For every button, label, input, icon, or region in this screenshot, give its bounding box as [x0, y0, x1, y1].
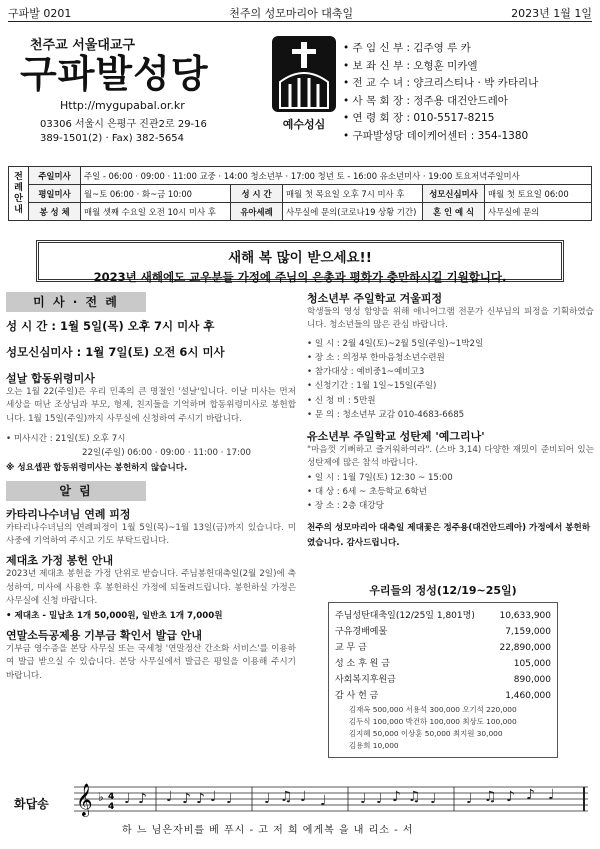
mass-time-line-2: 22일(주일) 06:00 · 09:00 · 11:00 · 17:00: [82, 448, 251, 459]
offering-row: [335, 656, 551, 672]
seollal-notice: [6, 370, 296, 475]
detail-item: • 장 소 : 2층 대강당: [307, 499, 594, 513]
parish-address: 03306 서울시 은평구 진관2로 29-16: [40, 119, 207, 130]
seollal-times: [6, 432, 296, 446]
offering-label: 성 소 후 원 금: [335, 659, 390, 669]
schedule-label: 유아세례: [231, 203, 283, 221]
youth-camp-body: 학생들의 영성 함양을 위해 애니어그램 전문가 신부님의 피정을 기획하였습니다. 청소년들의 많은 관심 바랍니다.: [307, 307, 594, 331]
schedule-value: 주일 - 06:00 · 09:00 · 11:00 교중 · 14:00 청소년부 · 17:00 청년 토 - 16:00 유소년미사 · 19:00 토요저녁주일미사: [81, 167, 592, 185]
staff-item: • 주 임 신 부 : 김주영 루 카: [343, 40, 538, 58]
svg-text:♫: ♫: [408, 789, 421, 805]
schedule-value: 사무실에 문의(코로나19 상황 기간): [283, 203, 423, 221]
schedule-value: 매월 셋째 수요일 오전 10시 미사 후: [81, 203, 231, 221]
svg-text:♩: ♩: [360, 791, 367, 807]
retreat-body: 카타리나수녀님의 연례피정이 1월 5일(목)~1월 13일(금)까지 있습니다. 미사중에 기억하여 주시고 기도 부탁드립니다.: [6, 522, 296, 547]
svg-text:♫: ♫: [484, 789, 497, 805]
tax-body: 기부금 영수증을 본당 사무실 또는 국세청 '연말정산 간소화 서비스'를 이용하여 발급 받으실 수 있습니다. 본당 사무실에서 발급은 평일을 이용해 주시기 바랍니다.: [6, 643, 296, 681]
parish-name: 구파발성당: [20, 52, 209, 96]
diocese-name: 천주교 서울대교구: [30, 38, 135, 53]
schedule-value: 월~토 06:00 · 화~금 10:00: [81, 185, 231, 203]
liturgy-schedule-table: [8, 166, 592, 221]
parish-url[interactable]: Http://mygupabal.or.kr: [60, 99, 185, 112]
youth-camp-details: [307, 337, 594, 422]
offering-row: [335, 688, 551, 704]
schedule-value: 사무실에 문의: [485, 203, 592, 221]
svg-text:♩: ♩: [548, 787, 555, 803]
offering-label: 사회복지후원금: [335, 675, 396, 685]
donor-line: 김지혜 50,000 이상훈 50,000 최지원 30,000: [349, 729, 503, 738]
offering-row: [335, 672, 551, 688]
parish-phone: 389-1501(2) · Fax) 382-5654: [40, 133, 184, 144]
offering-label: 구유경배예물: [335, 627, 388, 637]
schedule-label: 혼 인 예 식: [423, 203, 485, 221]
schedule-label: 주일미사: [29, 167, 81, 185]
svg-text:♩: ♩: [430, 791, 437, 807]
svg-text:𝄞: 𝄞: [76, 783, 93, 816]
svg-text:♪: ♪: [196, 791, 205, 807]
notice-section-heading: 알 림: [6, 481, 146, 501]
staff-item: • 연 령 회 장 : 010-5517-8215: [343, 110, 538, 128]
svg-text:♫: ♫: [280, 789, 293, 805]
candle-price: • 제대초 - 밀납초 1개 50,000원, 일반초 1개 7,000원: [6, 609, 296, 623]
staff-item: • 보 좌 신 부 : 오형훈 미카엘: [343, 58, 538, 76]
youth-camp-notice: [307, 290, 594, 422]
mass-section-heading: 미 사 · 전 례: [6, 292, 146, 312]
offerings-title: 우리들의 정성(12/19~25일): [369, 584, 517, 597]
svg-text:♭: ♭: [98, 790, 104, 804]
offering-label: 주님성탄대축일(12/25일 1,801명): [335, 611, 475, 621]
seollal-note: ※ 성요셉관 합동위령미사는 봉헌하지 않습니다.: [6, 462, 188, 473]
offering-value: 890,000: [513, 675, 551, 685]
detail-item: • 일 시 : 1월 7일(토) 12:30 ~ 15:00: [307, 471, 594, 485]
kids-festival-title: 유소년부 주일학교 성탄제 '예그리나': [307, 430, 485, 444]
logo-caption: 예수성심: [282, 118, 326, 131]
issue-date: 2023년 1월 1일: [511, 6, 592, 20]
kids-festival-details: [307, 471, 594, 514]
sacred-heart-icon: [272, 36, 336, 112]
parish-logo: [268, 36, 340, 134]
staff-item: • 사 목 회 장 : 정주용 대건안드레아: [343, 93, 538, 111]
kids-festival-body: "마음껏 기뻐하고 즐거워하여라". (스바 3,14) 다양한 재밌이 준비되어 있는 성탄제에 많은 참석 바랍니다.: [307, 445, 594, 469]
kids-festival-notice: [307, 428, 594, 513]
schedule-side-label: 전례 안내: [9, 167, 29, 221]
svg-text:♩: ♩: [320, 793, 327, 809]
staff-list: [343, 40, 538, 146]
schedule-value: 매월 첫 목요일 오후 7시 미사 후: [283, 185, 423, 203]
left-column: [6, 292, 296, 687]
offering-value: 1,460,000: [505, 691, 551, 701]
svg-text:♩: ♩: [124, 791, 131, 807]
banner-line-1: 새해 복 많이 받으세요!!: [228, 250, 372, 266]
offering-label: 교 무 금: [335, 643, 367, 653]
svg-text:♪: ♪: [526, 787, 535, 803]
detail-item: • 신 청 비 : 5만원: [307, 394, 594, 408]
svg-text:♩: ♩: [210, 789, 217, 805]
svg-text:♪: ♪: [138, 791, 147, 807]
offering-value: 10,633,900: [499, 611, 551, 621]
detail-item: • 참가대상 : 예비중1~예비고3: [307, 365, 594, 379]
music-staff-icon: [74, 779, 588, 819]
offerings-section: [328, 582, 558, 758]
parish-contact: [40, 118, 207, 146]
svg-text:♩: ♩: [166, 789, 173, 805]
detail-item: • 신청기간 : 1월 1일~15일(주일): [307, 379, 594, 393]
schedule-label: 성 시 간: [231, 185, 283, 203]
donor-line: 김용희 10,000: [349, 741, 399, 750]
altar-flower-note: 천주의 성모마리아 대축일 제대꽃은 정주용(대건안드레아) 가정에서 봉헌하였습니다. 감사드립니다.: [307, 523, 591, 549]
offering-row: [335, 624, 551, 640]
svg-text:♪: ♪: [506, 789, 515, 805]
youth-camp-title: 청소년부 주일학교 겨울피정: [307, 292, 443, 305]
schedule-label: 평일미사: [29, 185, 81, 203]
seollal-body: 오는 1월 22(주일)은 우리 민족의 큰 명절인 '설날'입니다. 이날 미사는 먼저 세상을 떠난 조상님과 부모, 형제, 친지들을 기억하며 합동위령미사로 봉헌합니다. 1월 15일(주일)까지 사무실에 신청하여 주시기 바랍니다.: [6, 387, 296, 424]
header-bar: [8, 4, 592, 22]
header-title: 천주의 성모마리아 대축일: [229, 6, 354, 20]
donor-line: 김재옥 500,000 서용석 300,000 오기석 220,000: [349, 705, 517, 714]
psalm-lyrics: 하 느 님은자비를 베 푸시 - 고 저 희 에게복 을 내 리소 - 서: [122, 825, 414, 836]
tax-notice: [6, 627, 296, 683]
banner-line-2: 2023년 새해에도 교우분들 가정에 주님의 은총과 평화가 충만하시길 기원합니다.: [93, 270, 507, 284]
detail-item: • 대 상 : 6세 ~ 초등학교 6학년: [307, 485, 594, 499]
psalm-label: 화답송: [14, 797, 49, 811]
svg-text:♩: ♩: [226, 791, 233, 807]
svg-text:♪: ♪: [392, 789, 401, 805]
detail-item: • 일 시 : 2월 4일(토)~2월 5일(주일)~1박2일: [307, 337, 594, 351]
seollal-title: 설날 합동위령미사: [6, 372, 95, 385]
schedule-label: 봉 성 체: [29, 203, 81, 221]
candle-price-list: [6, 609, 296, 623]
offering-value: 105,000: [513, 659, 551, 669]
svg-text:♩: ♩: [466, 791, 473, 807]
retreat-notice: [6, 506, 296, 549]
svg-text:♪: ♪: [182, 791, 191, 807]
holy-hour: 성 시 간 : 1월 5일(목) 오후 7시 미사 후: [6, 319, 215, 333]
offering-row: [335, 640, 551, 656]
schedule-value: 매월 첫 토요일 06:00: [485, 185, 592, 203]
new-year-banner: [36, 240, 564, 282]
donor-line: 김두식 100,000 박건하 100,000 최상도 100,000: [349, 717, 517, 726]
candle-title: 제대초 가정 봉헌 안내: [6, 554, 114, 568]
offering-value: 22,890,000: [499, 643, 551, 653]
staff-item: • 전 교 수 녀 : 양크리스티나 · 박 카타리나: [343, 75, 538, 93]
offering-label: 감 사 헌 금: [335, 691, 379, 701]
detail-item: • 장 소 : 의정부 한마음청소년수련원: [307, 351, 594, 365]
svg-text:4: 4: [108, 802, 115, 812]
svg-text:♩: ♩: [376, 791, 383, 807]
detail-item: • 문 의 : 청소년부 교감 010-4683-6685: [307, 408, 594, 422]
offering-row: [335, 608, 551, 624]
issue-number: 구파발 0201: [8, 6, 72, 20]
svg-text:♩: ♩: [300, 789, 307, 805]
staff-item: • 구파발성당 데이케어센터 : 354-1380: [343, 128, 538, 146]
right-column: [307, 290, 594, 551]
mass-time: • 미사시간 : 21일(토) 오후 7시: [6, 432, 296, 446]
candle-body: 2023년 제대초 봉헌을 가정 단위로 받습니다. 주님봉헌대축일(2월 2일)에 축성하여, 미사에 사용한 후 봉헌하신 가정에 되돌려드립니다. 봉헌하실 가정은 사무실에 신청 바랍니다.: [6, 569, 296, 607]
offering-value: 7,159,000: [505, 627, 551, 637]
retreat-title: 카타리나수녀님 연례 피정: [6, 507, 131, 521]
tax-title: 연말소득공제용 기부금 확인서 발급 안내: [6, 628, 202, 642]
offerings-box: [328, 602, 558, 758]
marian-mass: 성모신심미사 : 1월 7일(토) 오전 6시 미사: [6, 345, 225, 359]
donor-list: [335, 704, 551, 752]
svg-text:4: 4: [108, 792, 115, 802]
responsorial-psalm: [14, 775, 588, 839]
schedule-label: 성모신심미사: [423, 185, 485, 203]
svg-text:♩: ♩: [264, 791, 271, 807]
candle-notice: [6, 552, 296, 622]
